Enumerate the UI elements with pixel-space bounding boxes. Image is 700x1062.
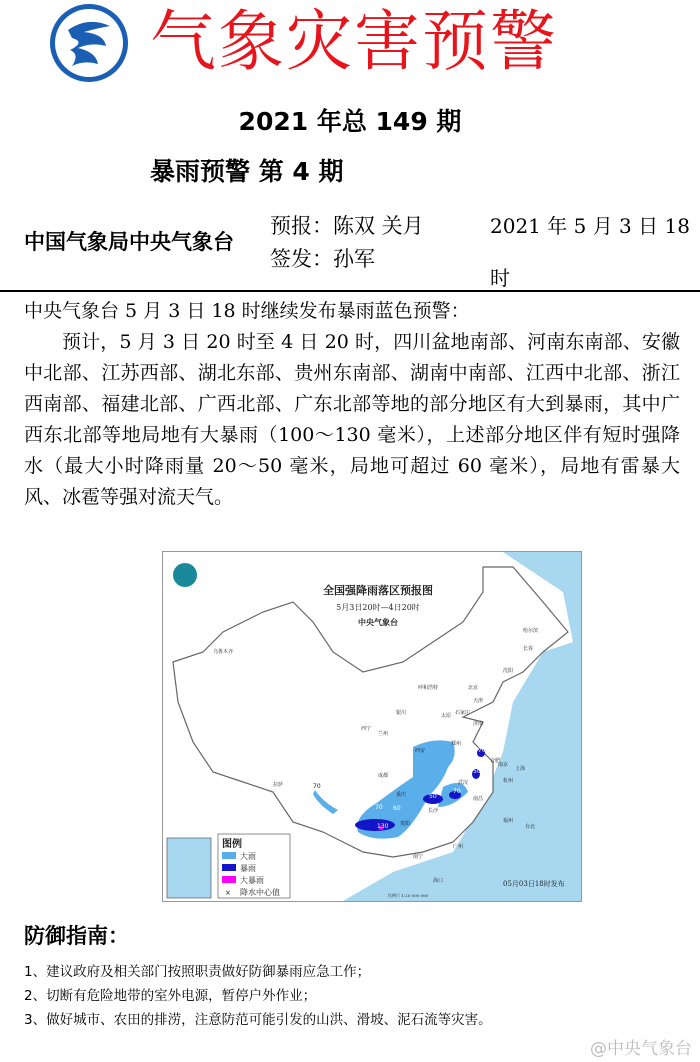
cma-logo-icon (48, 2, 130, 84)
svg-text:济南: 济南 (473, 721, 484, 727)
headline: 中央气象台 5 月 3 日 18 时继续发布暴雨蓝色预警： (24, 300, 470, 322)
svg-text:乌鲁木齐: 乌鲁木齐 (213, 649, 234, 655)
rainfall-forecast-map (162, 551, 582, 902)
document-title: 气象灾害预警 (150, 3, 558, 80)
svg-text:郑州: 郑州 (451, 741, 462, 747)
svg-text:大雨: 大雨 (240, 852, 256, 861)
warning-issue: 暴雨预警 第 4 期 (150, 157, 344, 186)
issue-date: 2021 年 5 月 3 日 18 时 (490, 214, 690, 290)
svg-text:台北: 台北 (525, 824, 536, 830)
svg-text:银川: 银川 (396, 710, 407, 716)
svg-text:北京: 北京 (468, 685, 479, 691)
svg-text:大暴雨: 大暴雨 (240, 876, 264, 885)
forecaster: 预报：陈双 关月 (270, 214, 424, 238)
svg-text:图例: 图例 (222, 839, 242, 850)
svg-text:成都: 成都 (378, 773, 389, 779)
weibo-watermark: @中央气象台 (590, 1039, 692, 1059)
svg-text:降水中心值: 降水中心值 (240, 888, 280, 897)
svg-text:福州: 福州 (503, 818, 514, 824)
organization: 中国气象局中央气象台 (24, 230, 234, 254)
svg-text:武汉: 武汉 (458, 780, 469, 786)
svg-text:南昌: 南昌 (473, 796, 484, 802)
map-legend (218, 834, 290, 898)
rainstorm-area (355, 819, 395, 831)
svg-text:南宁: 南宁 (413, 854, 424, 860)
issuer: 签发：孙军 (270, 247, 375, 271)
svg-text:天津: 天津 (473, 698, 484, 704)
svg-text:130: 130 (377, 823, 389, 830)
svg-text:沈阳: 沈阳 (503, 668, 514, 674)
svg-text:太原: 太原 (441, 713, 452, 719)
svg-text:×: × (225, 889, 231, 897)
svg-text:上海: 上海 (515, 766, 526, 772)
guide-item: 1、建议政府及相关部门按照职责做好防御暴雨应急工作； (24, 964, 371, 980)
svg-text:70: 70 (453, 788, 461, 795)
guide-item: 3、做好城市、农田的排涝，注意防范可能引发的山洪、滑坡、泥石流等灾害。 (24, 1012, 492, 1028)
svg-text:50: 50 (473, 768, 481, 775)
svg-text:70: 70 (375, 804, 383, 811)
map-title: 全国强降雨落区预报图 (323, 584, 433, 597)
svg-text:长春: 长春 (523, 646, 534, 652)
map-period: 5月3日20时—4日20时 (336, 603, 420, 612)
svg-text:70: 70 (313, 783, 321, 790)
svg-text:呼和浩特: 呼和浩特 (418, 685, 439, 691)
map-agency: 中央气象台 (358, 617, 398, 627)
svg-text:重庆: 重庆 (396, 792, 407, 798)
svg-text:杭州: 杭州 (503, 778, 514, 784)
svg-text:西宁: 西宁 (361, 726, 372, 732)
guide-list (24, 960, 492, 1032)
map-issued-time: 05月03日18时发布 (503, 880, 565, 888)
issue-number: 2021 年总 149 期 (238, 107, 462, 136)
svg-text:合肥: 合肥 (490, 758, 501, 764)
svg-text:贵阳: 贵阳 (400, 821, 411, 827)
warning-body (24, 296, 680, 513)
svg-text:70: 70 (478, 747, 486, 754)
divider (0, 290, 700, 292)
svg-text:石家庄: 石家庄 (455, 710, 471, 716)
svg-text:兰州: 兰州 (378, 731, 389, 737)
guide-heading: 防御指南： (24, 924, 129, 948)
forecast-paragraph: 预计，5 月 3 日 20 时至 4 日 20 时，四川盆地南部、河南东南部、安徽中北部、江苏西部、湖北东部、贵州东南部、湖南中南部、江西中北部、浙江西南部、福建北部、广西北部、广东北部等地的部分地区有大到暴雨，其中广西东北部等地局地有大暴雨（100～130 毫米），上述部分地区伴有短时强降水（最大小时降雨量 20～50 毫米，局地可超过 60 毫米），局地有雷暴大风、冰雹等强对流天气。 (24, 331, 680, 508)
svg-text:50: 50 (429, 793, 437, 800)
svg-text:暴雨: 暴雨 (240, 864, 256, 873)
svg-text:广州: 广州 (453, 844, 464, 850)
forecaster-block (270, 210, 424, 276)
south-china-sea-inset (167, 838, 211, 898)
svg-text:60: 60 (393, 805, 401, 812)
svg-text:南京: 南京 (498, 762, 509, 768)
svg-text:哈尔滨: 哈尔滨 (523, 628, 539, 634)
svg-text:拉萨: 拉萨 (273, 782, 284, 788)
cma-map-logo-icon (173, 563, 197, 587)
svg-text:西安: 西安 (415, 748, 426, 754)
svg-text:海口: 海口 (433, 878, 444, 884)
svg-text:长沙: 长沙 (428, 808, 439, 814)
guide-item: 2、切断有危险地带的室外电源，暂停户外作业； (24, 988, 317, 1004)
map-scale: 比例尺 1:20 000 000 (388, 893, 429, 898)
